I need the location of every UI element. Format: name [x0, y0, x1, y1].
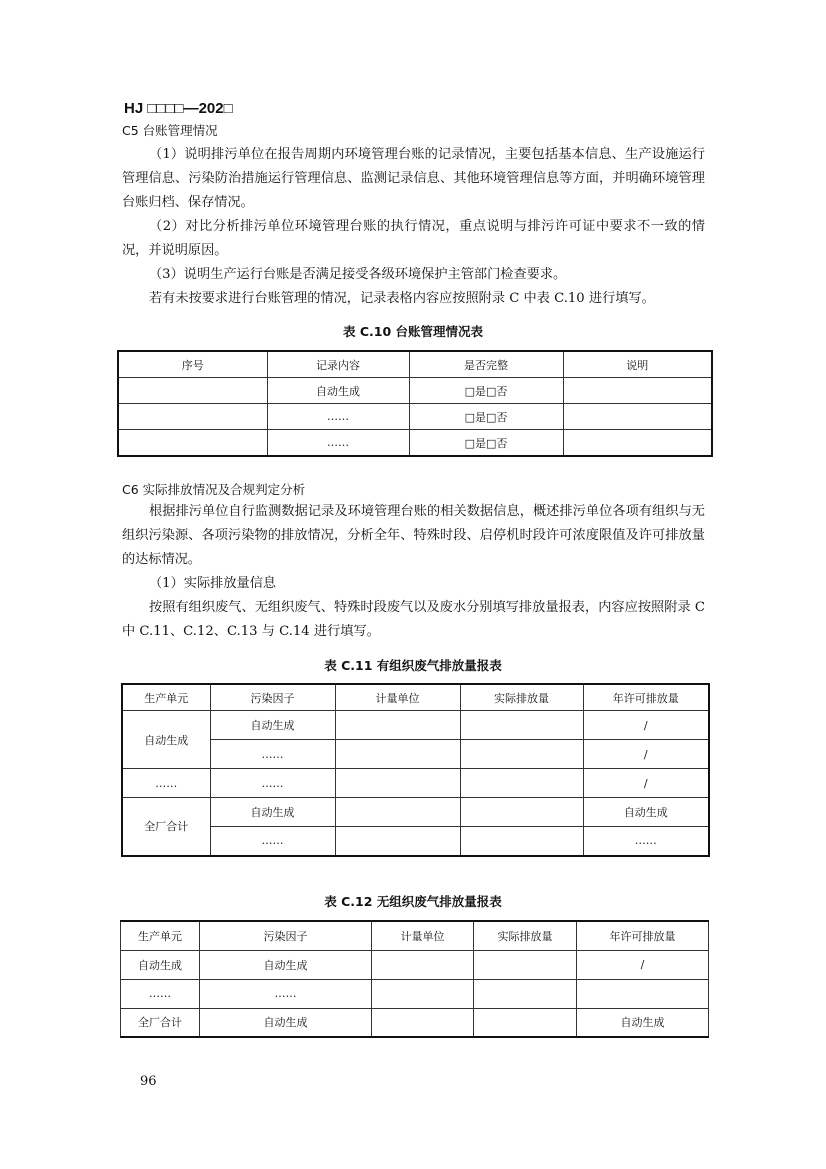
table-cell	[563, 378, 712, 404]
table-row	[122, 711, 709, 740]
checkbox-yes-no[interactable]: □是□否	[409, 378, 563, 404]
table-cell: 自动生成	[200, 1008, 372, 1037]
header-cell: 实际排放量	[474, 921, 577, 950]
table-c11	[121, 683, 710, 857]
table-cell: 自动生成	[210, 711, 335, 740]
table-cell	[118, 430, 267, 457]
table-cell	[372, 979, 474, 1008]
table-cell: 自动生成	[267, 378, 409, 404]
table-cell: ……	[210, 827, 335, 856]
table-header-row	[121, 921, 709, 950]
table-row	[122, 798, 709, 827]
table-cell	[460, 827, 583, 856]
table-cell: ……	[583, 827, 709, 856]
header-cell: 说明	[563, 351, 712, 378]
table-cell	[372, 1008, 474, 1037]
header-cell: 年许可排放量	[577, 921, 709, 950]
c5-paragraph-4: 若有未按要求进行台账管理的情况，记录表格内容应按照附录 C 中表 C.10 进行填写。	[149, 291, 655, 306]
table-cell	[335, 711, 460, 740]
table-row	[118, 404, 712, 430]
table-cell	[335, 740, 460, 769]
table-row	[121, 1008, 709, 1037]
header-cell: 污染因子	[200, 921, 372, 950]
table-cell: 自动生成	[210, 798, 335, 827]
header-cell: 计量单位	[372, 921, 474, 950]
c5-paragraph-2: （2）对比分析排污单位环境管理台账的执行情况，重点说明与排污许可证中要求不一致的情况，并说明原因。	[122, 219, 705, 258]
table-cell	[335, 769, 460, 798]
header-cell: 序号	[118, 351, 267, 378]
header-cell: 年许可排放量	[583, 684, 709, 711]
table-cell: /	[577, 950, 709, 979]
table-row	[121, 950, 709, 979]
table-row	[118, 430, 712, 457]
c6-paragraph-2: （1）实际排放量信息	[149, 576, 277, 591]
table-cell: ……	[200, 979, 372, 1008]
header-cell: 是否完整	[409, 351, 563, 378]
table-cell	[577, 979, 709, 1008]
table-cell: 自动生成	[122, 711, 210, 769]
table-row	[122, 827, 709, 856]
header-cell: 实际排放量	[460, 684, 583, 711]
checkbox-yes-no[interactable]: □是□否	[409, 404, 563, 430]
table-cell	[460, 769, 583, 798]
table-cell: /	[583, 711, 709, 740]
table-cell: /	[583, 769, 709, 798]
table-cell	[372, 950, 474, 979]
table-header-row	[122, 684, 709, 711]
table-cell: 自动生成	[583, 798, 709, 827]
header-cell: 记录内容	[267, 351, 409, 378]
header-cell: 污染因子	[210, 684, 335, 711]
table-cell	[460, 711, 583, 740]
c6-paragraph-1: 根据排污单位自行监测数据记录及环境管理台账的相关数据信息，概述排污单位各项有组织与无组织污染源、各项污染物的排放情况，分析全年、特殊时段、启停机时段许可浓度限值及许可排放量的达标情况。	[122, 504, 705, 567]
table-cell: ……	[267, 404, 409, 430]
table-cell: ……	[210, 740, 335, 769]
table-cell: 自动生成	[577, 1008, 709, 1037]
document-code: HJ □□□□—202□	[124, 100, 233, 117]
table-row	[121, 979, 709, 1008]
table-cell: ……	[210, 769, 335, 798]
table-row	[118, 378, 712, 404]
table-cell	[460, 740, 583, 769]
table-cell	[474, 979, 577, 1008]
table-cell: /	[583, 740, 709, 769]
header-cell: 生产单元	[122, 684, 210, 711]
c5-paragraph-1: （1）说明排污单位在报告周期内环境管理台账的记录情况，主要包括基本信息、生产设施运行管理信息、污染防治措施运行管理信息、监测记录信息、其他环境管理信息等方面，并明确环境管理台账归档、保存情况。	[122, 147, 705, 210]
table-cell: 自动生成	[200, 950, 372, 979]
table-row	[122, 740, 709, 769]
table-cell	[335, 798, 460, 827]
table-c11-caption: 表 C.11 有组织废气排放量报表	[324, 658, 502, 673]
table-cell	[460, 798, 583, 827]
checkbox-yes-no[interactable]: □是□否	[409, 430, 563, 457]
section-c6-title: C6 实际排放情况及合规判定分析	[122, 482, 306, 497]
table-row	[122, 769, 709, 798]
header-cell: 生产单元	[121, 921, 200, 950]
header-cell: 计量单位	[335, 684, 460, 711]
table-header-row	[118, 351, 712, 378]
table-cell	[563, 430, 712, 457]
table-cell	[563, 404, 712, 430]
table-cell	[474, 1008, 577, 1037]
table-cell: ……	[122, 769, 210, 798]
section-c5-title: C5 台账管理情况	[122, 123, 218, 138]
table-cell	[474, 950, 577, 979]
table-c10	[117, 350, 713, 457]
table-c12-caption: 表 C.12 无组织废气排放量报表	[324, 894, 502, 909]
table-cell: 全厂合计	[121, 1008, 200, 1037]
table-cell: ……	[121, 979, 200, 1008]
table-cell: ……	[267, 430, 409, 457]
table-cell	[118, 378, 267, 404]
table-cell	[335, 827, 460, 856]
c6-paragraph-3: 按照有组织废气、无组织废气、特殊时段废气以及废水分别填写排放量报表，内容应按照附录 C 中 C.11、C.12、C.13 与 C.14 进行填写。	[122, 600, 705, 639]
page-number: 96	[140, 1074, 157, 1089]
table-cell: 全厂合计	[122, 798, 210, 856]
c5-paragraph-3: （3）说明生产运行台账是否满足接受各级环境保护主管部门检查要求。	[149, 267, 567, 282]
table-cell: 自动生成	[121, 950, 200, 979]
table-cell	[118, 404, 267, 430]
table-c12	[120, 920, 709, 1038]
table-c10-caption: 表 C.10 台账管理情况表	[342, 324, 484, 339]
